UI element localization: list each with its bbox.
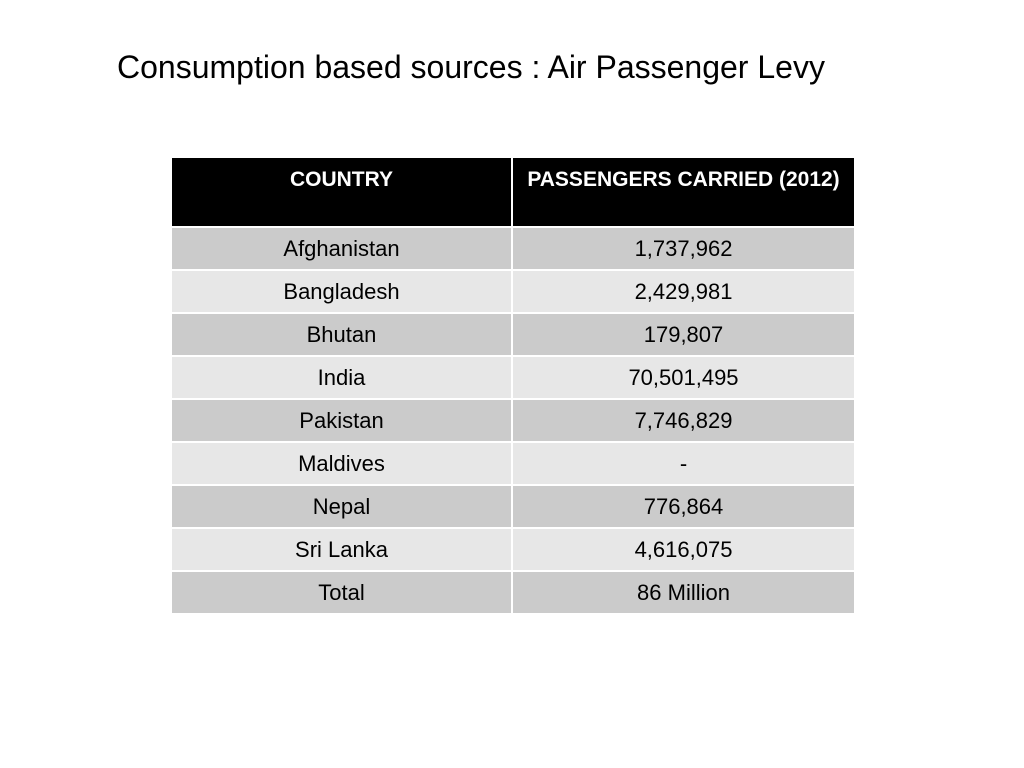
table-header [171, 157, 855, 227]
country-cell: Maldives [171, 442, 512, 485]
table-row [171, 442, 855, 485]
passengers-cell: - [512, 442, 855, 485]
country-cell: Nepal [171, 485, 512, 528]
table-row [171, 528, 855, 571]
table-row [171, 313, 855, 356]
table-row [171, 356, 855, 399]
passengers-cell: 776,864 [512, 485, 855, 528]
passengers-cell: 2,429,981 [512, 270, 855, 313]
table-row [171, 485, 855, 528]
table-row [171, 227, 855, 270]
country-cell: Afghanistan [171, 227, 512, 270]
header-passengers-label: PASSENGERS CARRIED (2012) [527, 168, 840, 191]
passenger-table-container [170, 156, 854, 615]
passengers-cell: 1,737,962 [512, 227, 855, 270]
passengers-cell: 4,616,075 [512, 528, 855, 571]
passenger-table [170, 156, 856, 615]
page-title: Consumption based sources : Air Passenger Levy [117, 49, 825, 85]
country-cell: Bangladesh [171, 270, 512, 313]
table-row-total [171, 571, 855, 614]
header-country-label: COUNTRY [289, 168, 394, 191]
header-country [171, 157, 512, 227]
passengers-cell: 179,807 [512, 313, 855, 356]
country-cell: Pakistan [171, 399, 512, 442]
table-row [171, 270, 855, 313]
total-label-cell: Total [171, 571, 512, 614]
table-body [171, 227, 855, 614]
passengers-cell: 7,746,829 [512, 399, 855, 442]
country-cell: India [171, 356, 512, 399]
total-value-cell: 86 Million [512, 571, 855, 614]
country-cell: Bhutan [171, 313, 512, 356]
table-row [171, 399, 855, 442]
table-header-row [171, 157, 855, 227]
passengers-cell: 70,501,495 [512, 356, 855, 399]
country-cell: Sri Lanka [171, 528, 512, 571]
header-passengers [512, 157, 855, 227]
